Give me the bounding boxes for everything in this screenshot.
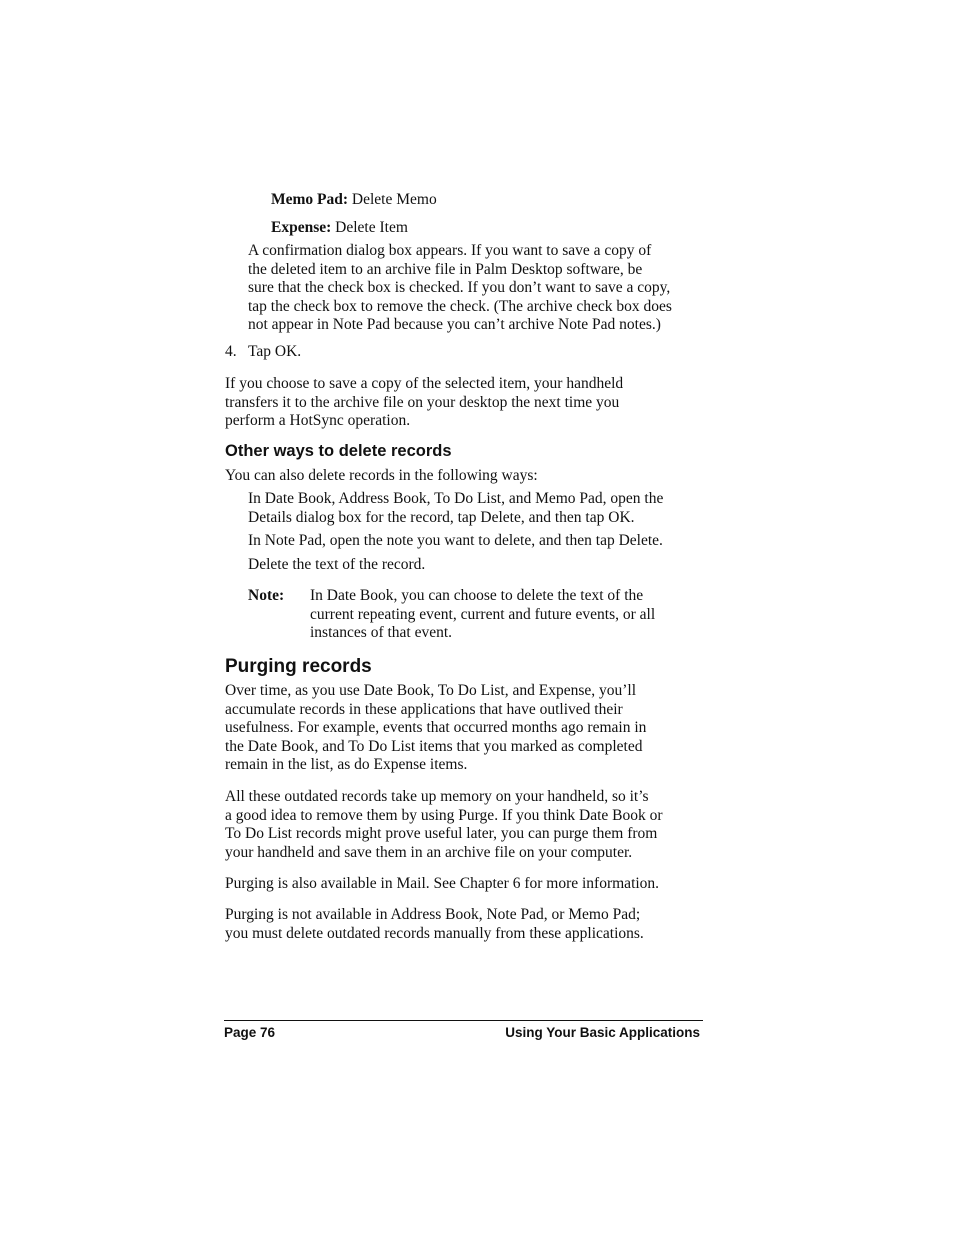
expense-action: Delete Item: [335, 219, 408, 236]
purging-paragraph: [225, 682, 646, 775]
text-line: your handheld and save them in an archive file on your computer.: [225, 843, 633, 861]
text-line: In Date Book, Address Book, To Do List, and Memo Pad, open the: [248, 490, 664, 507]
text-line: Over time, as you use Date Book, To Do List, and Expense, you’ll: [225, 682, 637, 699]
text-line: Purging is also available in Mail. See Chapter 6 for more information.: [225, 875, 660, 892]
step-text: Tap OK.: [248, 343, 302, 360]
text-line: In Date Book, you can choose to delete the text of the: [310, 587, 644, 604]
list-item: [248, 532, 663, 551]
text-line: the Date Book, and To Do List items that you marked as completed: [225, 737, 643, 755]
step-number: 4.: [225, 343, 237, 360]
expense-label: Expense:: [271, 219, 332, 236]
confirmation-paragraph: [248, 242, 672, 335]
archive-paragraph: [225, 375, 623, 431]
memo-pad-label: Memo Pad:: [271, 191, 349, 208]
text-line: In Note Pad, open the note you want to delete, and then tap Delete.: [248, 532, 663, 549]
text-line: sure that the check box is checked. If you don’t want to save a copy,: [248, 279, 671, 297]
text-line: accumulate records in these applications that have outlived their: [225, 700, 623, 718]
text-line: All these outdated records take up memory on your handheld, so it’s: [225, 788, 649, 805]
text-line: instances of that event.: [310, 624, 453, 642]
text-line: current repeating event, current and future events, or all: [310, 605, 656, 623]
text-line: usefulness. For example, events that occurred months ago remain in: [225, 719, 647, 737]
text-line: To Do List records might prove useful later, you can purge them from: [225, 825, 658, 843]
expense-line: [271, 219, 408, 238]
text-line: not appear in Note Pad because you can’t archive Note Pad notes.): [248, 316, 661, 334]
memo-pad-action: Delete Memo: [351, 191, 437, 208]
other-ways-intro: You can also delete records in the following ways:: [225, 467, 538, 484]
footer-section-title: Using Your Basic Applications: [505, 1025, 700, 1040]
text-line: a good idea to remove them by using Purge. If you think Date Book or: [225, 806, 663, 824]
text-line: you must delete outdated records manually from these applications.: [225, 924, 644, 942]
text-line: Purging is not available in Address Book, Note Pad, or Memo Pad;: [225, 906, 641, 923]
text-line: the deleted item to an archive file in Palm Desktop software, be: [248, 260, 643, 278]
list-item: [248, 556, 425, 575]
section-heading-purging: Purging records: [225, 656, 372, 677]
footer-rule: [224, 1020, 703, 1021]
footer-page-number: Page 76: [224, 1025, 276, 1040]
purging-paragraph: [225, 788, 663, 862]
text-line: transfers it to the archive file on your desktop the next time you: [225, 393, 620, 411]
note-text: [310, 587, 655, 643]
text-line: A confirmation dialog box appears. If you want to save a copy of: [248, 242, 652, 259]
text-line: tap the check box to remove the check. (The archive check box does: [248, 297, 672, 315]
text-line: Delete the text of the record.: [248, 556, 426, 573]
text-line: remain in the list, as do Expense items.: [225, 756, 468, 774]
purging-paragraph: [225, 875, 659, 894]
purging-paragraph: [225, 906, 644, 943]
text-line: Details dialog box for the record, tap Delete, and then tap OK.: [248, 508, 635, 526]
memo-pad-line: [271, 191, 437, 210]
note-label: Note:: [248, 587, 285, 604]
list-item: [248, 490, 663, 527]
section-heading-other-ways: Other ways to delete records: [225, 442, 452, 460]
text-line: perform a HotSync operation.: [225, 412, 411, 430]
text-line: If you choose to save a copy of the selected item, your handheld: [225, 375, 624, 392]
